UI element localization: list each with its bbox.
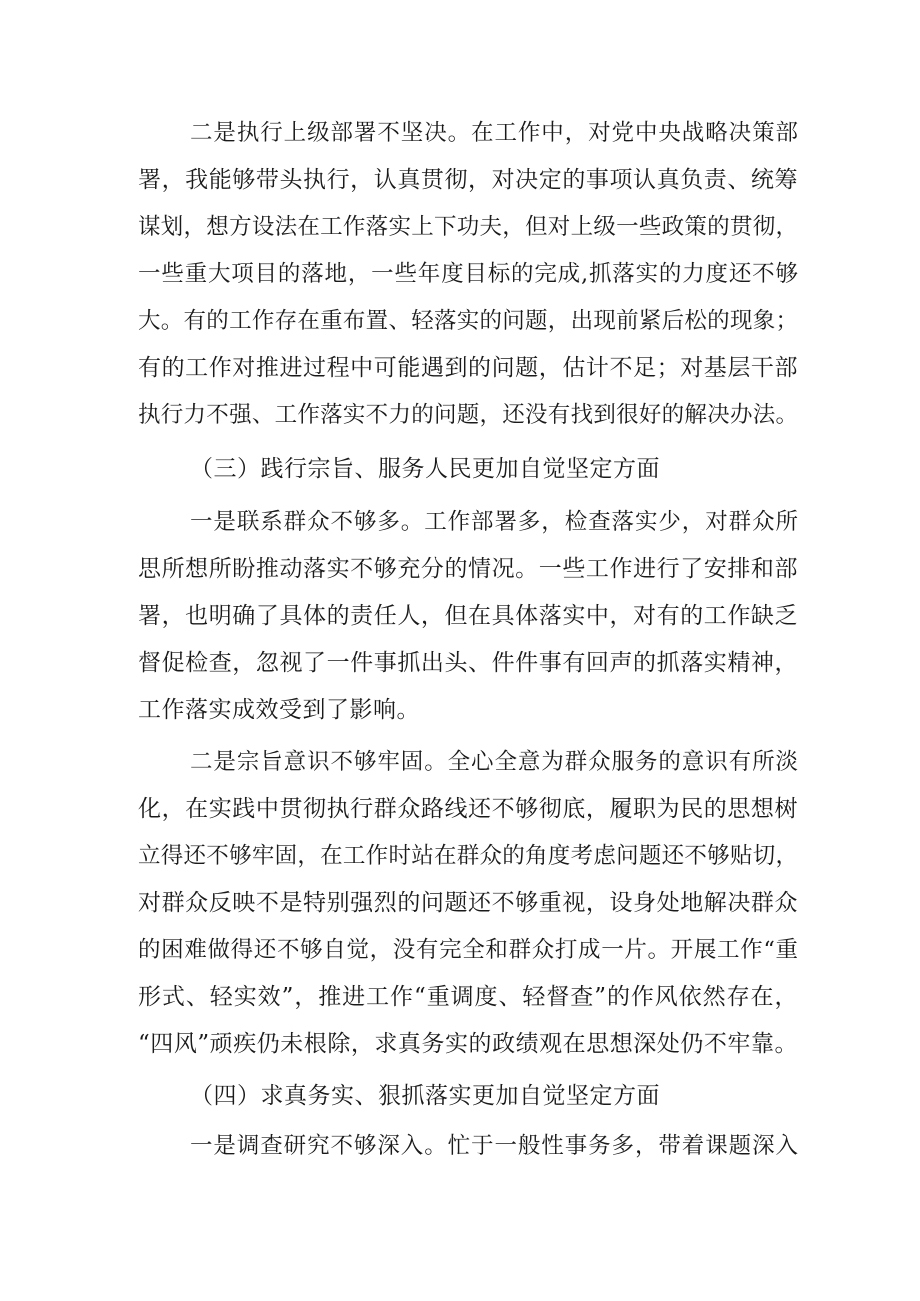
paragraph-line: 形式、轻实效”，推进工作“重调度、轻督查”的作风依然存在， (138, 984, 798, 1010)
paragraph-line: 二是执行上级部署不坚决。在工作中，对党中央战略决策部 (190, 120, 798, 146)
paragraph-line: 一是调查研究不够深入。忙于一般性事务多，带着课题深入 (190, 1133, 798, 1159)
paragraph-line: 有的工作对推进过程中可能遇到的问题，估计不足；对基层干部 (138, 355, 798, 381)
section-heading: （四）求真务实、狠抓落实更加自觉坚定方面 (190, 1083, 660, 1109)
paragraph-line: 化，在实践中贯彻执行群众路线还不够彻底，履职为民的思想树 (138, 796, 798, 822)
paragraph-line: 署，也明确了具体的责任人，但在具体落实中，对有的工作缺乏 (138, 603, 798, 629)
paragraph-line: 执行力不强、工作落实不力的问题，还没有找到很好的解决办法。 (138, 402, 798, 428)
paragraph-line: 督促检查，忽视了一件事抓出头、件件事有回声的抓落实精神， (138, 650, 798, 676)
paragraph-line: 署，我能够带头执行，认真贯彻，对决定的事项认真负责、统筹 (138, 167, 798, 193)
paragraph-line: 立得还不够牢固，在工作时站在群众的角度考虑问题还不够贴切， (138, 843, 798, 869)
section-heading: （三）践行宗旨、服务人民更加自觉坚定方面 (190, 456, 660, 482)
paragraph-line: “四风”顽疾仍未根除，求真务实的政绩观在思想深处仍不牢靠。 (138, 1031, 798, 1057)
paragraph-line: 对群众反映不是特别强烈的问题还不够重视，设身处地解决群众 (138, 890, 798, 916)
paragraph-line: 大。有的工作存在重布置、轻落实的问题，出现前紧后松的现象； (138, 308, 798, 334)
paragraph-line: 二是宗旨意识不够牢固。全心全意为群众服务的意识有所淡 (190, 749, 798, 775)
paragraph-line: 工作落实成效受到了影响。 (138, 697, 420, 723)
paragraph-line: 的困难做得还不够自觉，没有完全和群众打成一片。开展工作“重 (138, 937, 798, 963)
paragraph-line: 谋划，想方设法在工作落实上下功夫，但对上级一些政策的贯彻， (138, 214, 798, 240)
paragraph-line: 一是联系群众不够多。工作部署多，检查落实少，对群众所 (190, 509, 798, 535)
paragraph-line: 一些重大项目的落地，一些年度目标的完成,抓落实的力度还不够 (138, 261, 798, 287)
paragraph-line: 思所想所盼推动落实不够充分的情况。一些工作进行了安排和部 (138, 556, 798, 582)
